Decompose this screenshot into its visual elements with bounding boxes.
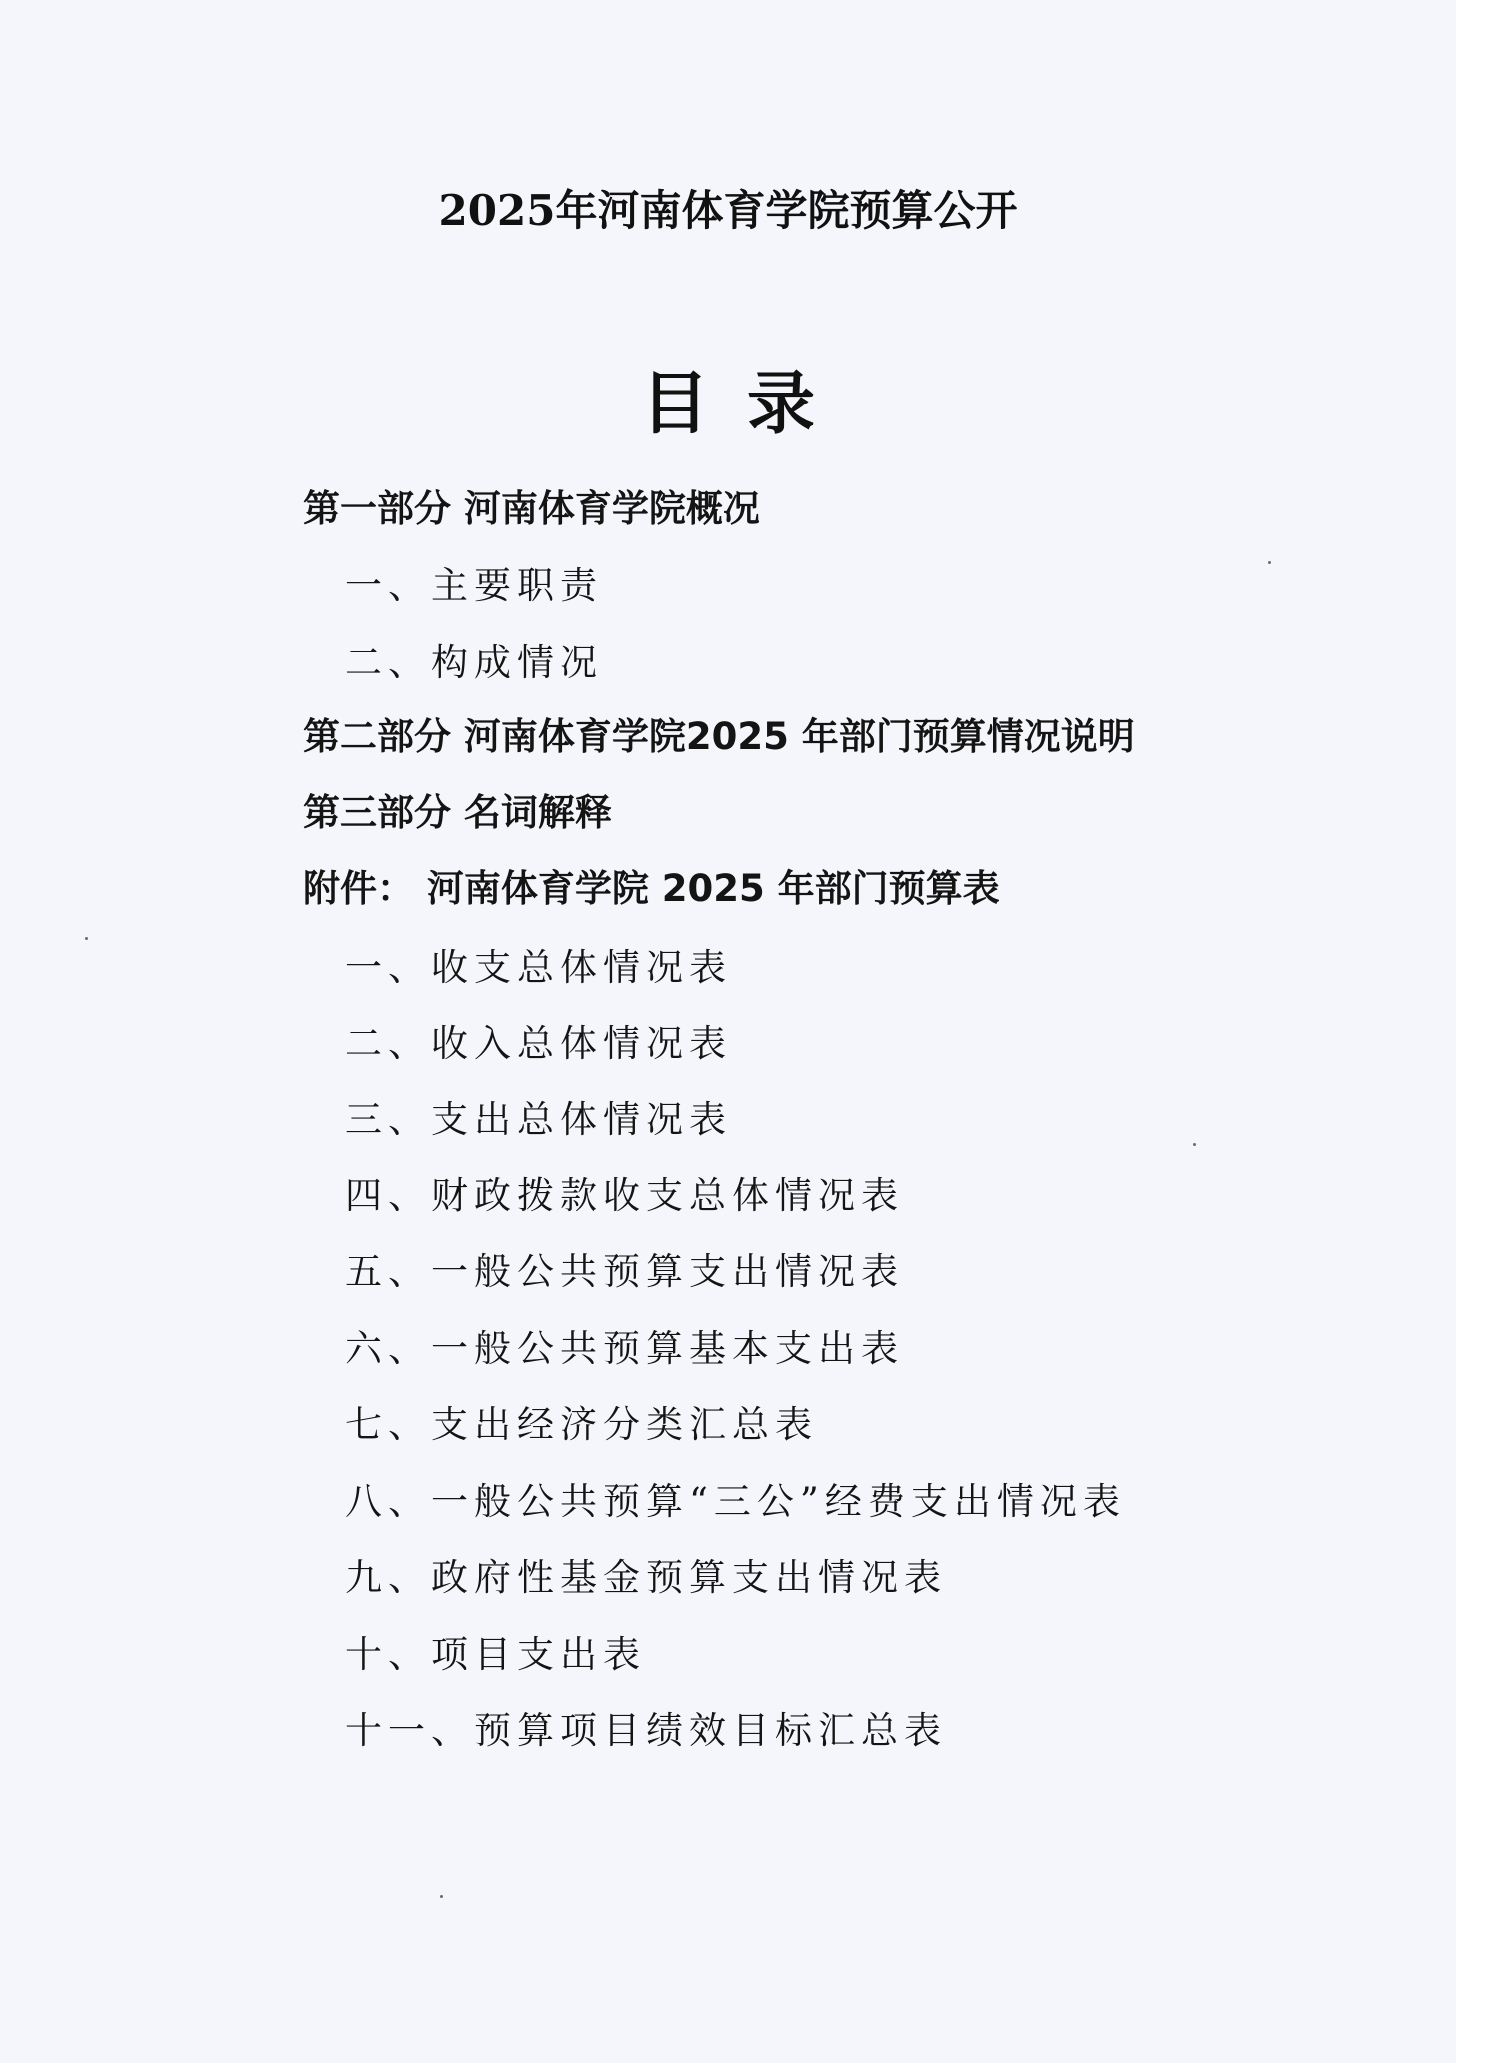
toc-table-4: 四、财政拨款收支总体情况表	[345, 1174, 904, 1217]
toc-heading: 目录	[640, 365, 853, 444]
toc-part-2: 第二部分 河南体育学院2025 年部门预算情况说明	[303, 715, 1135, 758]
toc-table-2: 二、收入总体情况表	[345, 1022, 732, 1065]
toc-table-10: 十、项目支出表	[345, 1633, 646, 1676]
toc-table-3: 三、支出总体情况表	[345, 1098, 732, 1141]
scan-speck	[1268, 561, 1271, 564]
toc-part-3: 第三部分 名词解释	[303, 791, 612, 834]
toc-item-main-duties: 一、主要职责	[345, 564, 603, 607]
scan-speck	[1193, 1143, 1196, 1146]
scan-margin	[1456, 0, 1500, 2063]
scan-speck	[85, 937, 88, 940]
toc-attachment: 附件： 河南体育学院 2025 年部门预算表	[303, 867, 1000, 910]
toc-table-1: 一、收支总体情况表	[345, 946, 732, 989]
scan-speck	[440, 1895, 443, 1898]
toc-part-1: 第一部分 河南体育学院概况	[303, 487, 760, 530]
toc-table-5: 五、一般公共预算支出情况表	[345, 1250, 904, 1293]
toc-item-composition: 二、构成情况	[345, 641, 603, 684]
toc-table-6: 六、一般公共预算基本支出表	[345, 1327, 904, 1370]
toc-table-8: 八、一般公共预算“三公”经费支出情况表	[345, 1480, 1126, 1523]
toc-table-9: 九、政府性基金预算支出情况表	[345, 1556, 947, 1599]
toc-table-11: 十一、预算项目绩效目标汇总表	[345, 1709, 947, 1752]
toc-table-7: 七、支出经济分类汇总表	[345, 1403, 818, 1446]
document-title: 2025年河南体育学院预算公开	[438, 186, 1018, 235]
